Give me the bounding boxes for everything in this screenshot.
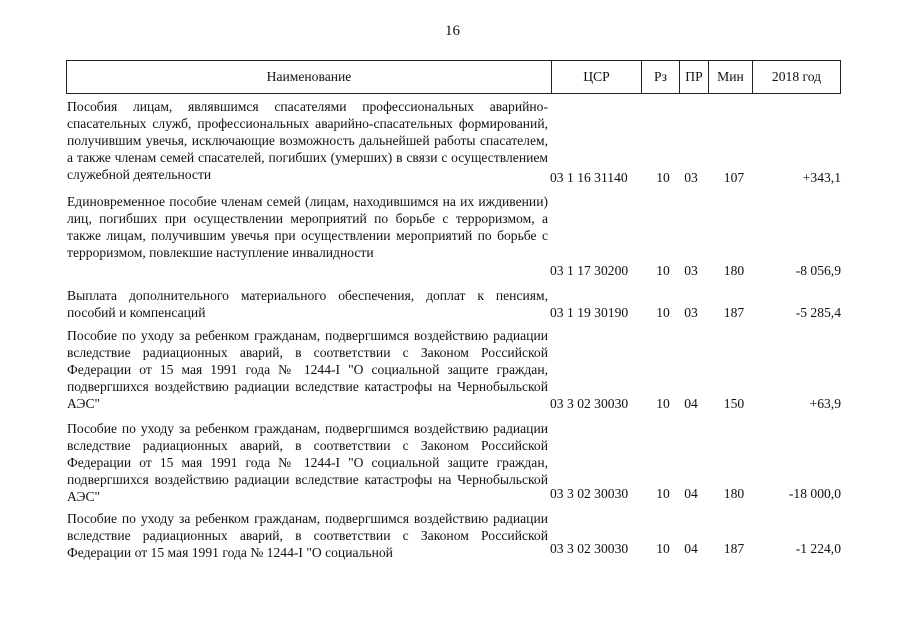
row-rz: 10 [656, 541, 670, 556]
row-amount: +343,1 [802, 170, 841, 185]
row-min: 187 [723, 541, 745, 556]
row-amount: -8 056,9 [795, 263, 841, 278]
row-name: Пособие по уходу за ребенком гражданам, подвергшимся воздействию радиации вследствие радиационных аварий, в соответствии с Законом Российской Федерации от 15 мая 1991 года № 1244-I "О социальной защите граждан, подвергшихся воздействию радиации вследствие катастрофы на Чернобыльской АЭС" [67, 328, 548, 412]
header-name: Наименование [266, 69, 352, 84]
row-pr: 04 [684, 541, 698, 556]
row-name: Пособия лицам, являвшимся спасателями профессиональных аварийно-спасательных служб, профессиональных аварийно-спасательных формирований, получившим увечья, исключающие возможность дальнейшей работы спасателем, а также членам семей спасателей, погибших (умерших) в связи с осуществлением служебной деятельности [67, 99, 548, 183]
row-rz: 10 [656, 263, 670, 278]
row-pr: 03 [684, 170, 698, 185]
table-row [66, 98, 841, 188]
row-amount: -1 224,0 [795, 541, 841, 556]
header-pr: ПР [679, 61, 708, 93]
row-csr: 03 3 02 30030 [550, 486, 629, 501]
row-min: 150 [723, 396, 745, 411]
row-amount: -18 000,0 [788, 486, 841, 501]
row-amount: +63,9 [809, 396, 841, 411]
header-min: Мин [708, 61, 752, 93]
page-number: 16 [445, 23, 460, 39]
row-min: 107 [723, 170, 745, 185]
row-pr: 03 [684, 263, 698, 278]
table-row [66, 420, 841, 510]
row-name: Пособие по уходу за ребенком гражданам, подвергшимся воздействию радиации вследствие радиационных аварий, в соответствии с Законом Российской Федерации от 15 мая 1991 года № 1244-I "О социальной [67, 511, 548, 561]
row-min: 180 [723, 486, 745, 501]
row-name: Единовременное пособие членам семей (лицам, находившимся на их иждивении) лиц, погибших при осуществлении мероприятий по борьбе с терроризмом, а также лицам, получившим увечья при осуществлении мероприятий по борьбе с терроризмом, повлекшие наступление инвалидности [67, 194, 548, 261]
row-pr: 03 [684, 305, 698, 320]
row-rz: 10 [656, 396, 670, 411]
table-header [66, 60, 841, 94]
row-pr: 04 [684, 396, 698, 411]
row-rz: 10 [656, 305, 670, 320]
header-year: 2018 год [752, 61, 840, 93]
row-rz: 10 [656, 486, 670, 501]
row-name: Пособие по уходу за ребенком гражданам, подвергшимся воздействию радиации вследствие радиационных аварий, в соответствии с Законом Российской Федерации от 15 мая 1991 года № 1244-I "О социальной защите граждан, подвергшихся воздействию радиации вследствие катастрофы на Чернобыльской АЭС" [67, 421, 548, 505]
row-name: Выплата дополнительного материального обеспечения, доплат к пенсиям, пособий и компенсаций [67, 288, 548, 321]
table-row [66, 287, 841, 323]
row-csr: 03 3 02 30030 [550, 396, 629, 411]
row-min: 180 [723, 263, 745, 278]
row-min: 187 [723, 305, 745, 320]
row-rz: 10 [656, 170, 670, 185]
table-row [66, 193, 841, 283]
row-pr: 04 [684, 486, 698, 501]
row-csr: 03 1 17 30200 [550, 263, 629, 278]
row-amount: -5 285,4 [795, 305, 841, 320]
header-rz: Рз [641, 61, 679, 93]
table-row [66, 327, 841, 417]
header-csr: ЦСР [551, 61, 641, 93]
row-csr: 03 3 02 30030 [550, 541, 629, 556]
row-csr: 03 1 19 30190 [550, 305, 629, 320]
table-row [66, 510, 841, 570]
row-csr: 03 1 16 31140 [550, 170, 628, 185]
